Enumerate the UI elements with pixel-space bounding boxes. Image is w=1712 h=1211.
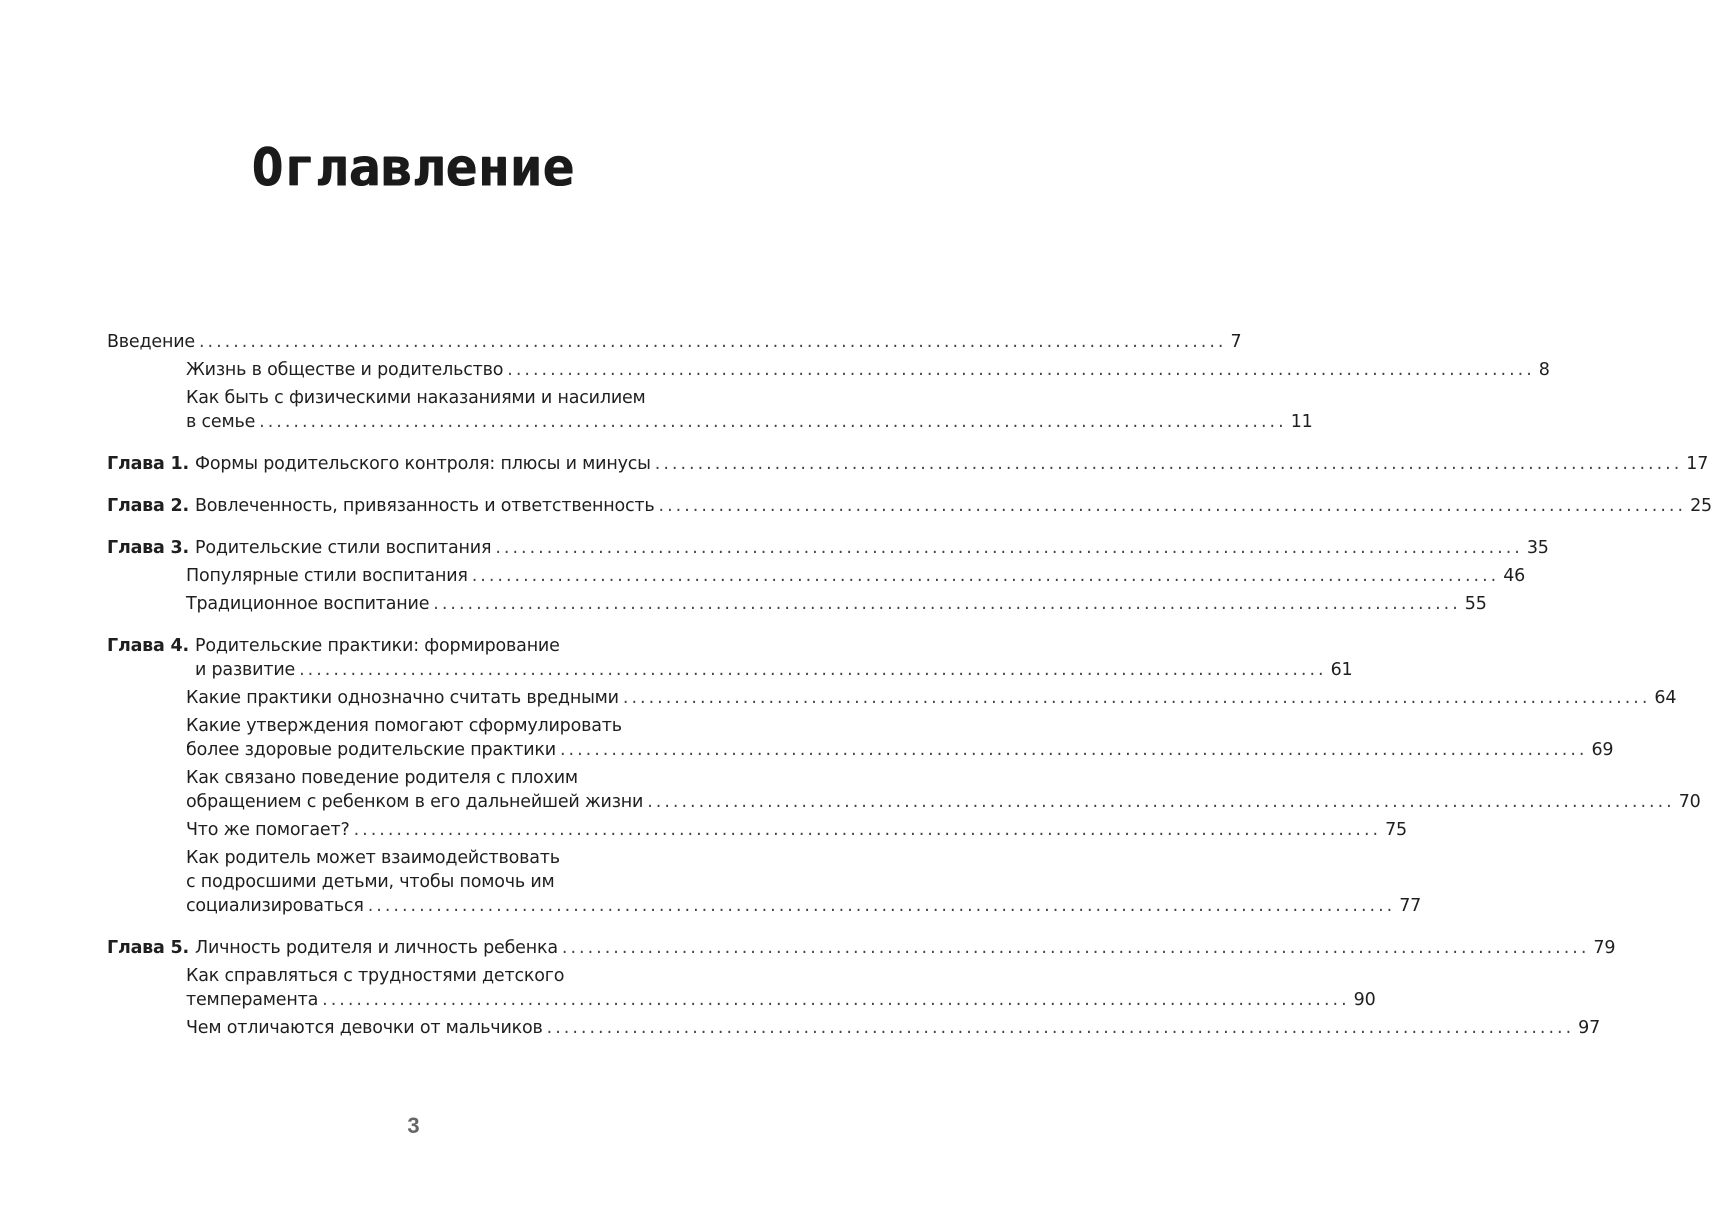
chapter-number: Глава 2. xyxy=(107,496,189,516)
toc-group-chapter-2 xyxy=(107,494,1712,518)
toc-entry-title: с подросшими детьми, чтобы помочь им xyxy=(186,872,555,892)
toc-page-number: 7 xyxy=(1230,332,1242,352)
toc-subentry[interactable]: Как родитель может взаимодействовать с подросшими детьми, чтобы помочь им социализироваться ........................................................................................................................ 77 xyxy=(186,848,1422,916)
toc-page-number: 70 xyxy=(1678,792,1701,812)
toc-entry-title: Чем отличаются девочки от мальчиков xyxy=(186,1018,543,1038)
toc-page-number: 79 xyxy=(1593,938,1616,958)
toc-entry-chapter-4[interactable]: Глава 4. Родительские практики: формирование и развитие ........................................................................................................................ 61 xyxy=(107,636,1353,680)
toc-group-intro xyxy=(107,330,1550,434)
toc-entry-chapter-1[interactable]: Глава 1. Формы родительского контроля: плюсы и минусы ........................................................................................................................ 17 xyxy=(107,454,1709,474)
table-of-contents xyxy=(107,330,1712,1058)
toc-subentry[interactable]: Традиционное воспитание ........................................................................................................................ 55 xyxy=(186,594,1487,614)
toc-entry-title: Что же помогает? xyxy=(186,820,350,840)
toc-page-number: 97 xyxy=(1578,1018,1601,1038)
toc-entry-title: Жизнь в обществе и родительство xyxy=(186,360,504,380)
page-number: 3 xyxy=(407,1113,420,1138)
toc-entry-title: Как быть с физическими наказаниями и насилием xyxy=(186,388,646,408)
toc-subentry[interactable]: Как справляться с трудностями детского темперамента ........................................................................................................................ 90 xyxy=(186,966,1376,1010)
toc-entry-title: Популярные стили воспитания xyxy=(186,566,468,586)
toc-subentry[interactable]: Как связано поведение родителя с плохим обращением с ребенком в его дальнейшей жизни ........................................................................................................................ 70 xyxy=(186,768,1701,812)
chapter-number: Глава 5. xyxy=(107,938,189,958)
toc-entry-title: Как родитель может взаимодействовать xyxy=(186,848,560,868)
toc-entry-title: Родительские практики: формирование xyxy=(194,636,560,656)
toc-page-number: 25 xyxy=(1690,496,1712,516)
toc-subentry[interactable]: Какие практики однозначно считать вредными ........................................................................................................................ 64 xyxy=(186,688,1677,708)
toc-page-number: 61 xyxy=(1330,660,1353,680)
toc-entry-title: более здоровые родительские практики xyxy=(186,740,556,760)
toc-entry-chapter-2[interactable]: Глава 2. Вовлеченность, привязанность и ответственность ........................................................................................................................ 25 xyxy=(107,496,1712,516)
toc-page-number: 55 xyxy=(1464,594,1487,614)
toc-subentry[interactable]: Жизнь в обществе и родительство ........................................................................................................................ 8 xyxy=(186,360,1550,380)
toc-entry-title: Как справляться с трудностями детского xyxy=(186,966,565,986)
toc-page-number: 35 xyxy=(1526,538,1549,558)
toc-entry-intro[interactable]: Введение ........................................................................................................................ 7 xyxy=(107,332,1242,352)
toc-entry-title: Введение xyxy=(107,332,195,352)
toc-entry-title: Какие утверждения помогают сформулировать xyxy=(186,716,622,736)
toc-entry-title: Родительские стили воспитания xyxy=(194,538,492,558)
page-title: Оглавление xyxy=(251,138,576,198)
toc-group-chapter-1 xyxy=(107,452,1709,476)
toc-entry-title: Какие практики однозначно считать вредными xyxy=(186,688,619,708)
toc-page-number: 8 xyxy=(1538,360,1550,380)
toc-entry-title: Традиционное воспитание xyxy=(186,594,430,614)
toc-subentry[interactable]: Что же помогает? ........................................................................................................................ 75 xyxy=(186,820,1407,840)
toc-group-chapter-4 xyxy=(107,634,1701,918)
toc-entry-title: Личность родителя и личность ребенка xyxy=(194,938,558,958)
toc-group-chapter-3 xyxy=(107,536,1549,616)
toc-entry-title: обращением с ребенком в его дальнейшей жизни xyxy=(186,792,644,812)
toc-entry-title: Вовлеченность, привязанность и ответственность xyxy=(194,496,655,516)
toc-subentry[interactable]: Какие утверждения помогают сформулировать более здоровые родительские практики ........................................................................................................................ 69 xyxy=(186,716,1614,760)
toc-page-number: 90 xyxy=(1353,990,1376,1010)
chapter-number: Глава 1. xyxy=(107,454,189,474)
toc-page-number: 64 xyxy=(1654,688,1677,708)
chapter-number: Глава 3. xyxy=(107,538,189,558)
toc-entry-title: и развитие xyxy=(194,660,296,680)
toc-page-number: 11 xyxy=(1290,412,1313,432)
toc-page-number: 75 xyxy=(1385,820,1407,840)
toc-entry-title: Формы родительского контроля: плюсы и минусы xyxy=(194,454,651,474)
toc-entry-title: в семье xyxy=(186,412,256,432)
toc-entry-title: социализироваться xyxy=(186,896,364,916)
toc-entry-title: темперамента xyxy=(186,990,319,1010)
toc-page-number: 77 xyxy=(1399,896,1422,916)
toc-entry-title: Как связано поведение родителя с плохим xyxy=(186,768,578,788)
toc-page-number: 17 xyxy=(1686,454,1709,474)
toc-page-number: 69 xyxy=(1591,740,1614,760)
toc-subentry[interactable]: Чем отличаются девочки от мальчиков ........................................................................................................................ 97 xyxy=(186,1018,1601,1038)
toc-entry-chapter-5[interactable]: Глава 5. Личность родителя и личность ребенка ........................................................................................................................ 79 xyxy=(107,938,1616,958)
toc-group-chapter-5 xyxy=(107,936,1616,1040)
chapter-number: Глава 4. xyxy=(107,636,189,656)
toc-page-number: 46 xyxy=(1503,566,1526,586)
toc-subentry[interactable]: Как быть с физическими наказаниями и насилием в семье ........................................................................................................................ 11 xyxy=(186,388,1313,432)
toc-entry-chapter-3[interactable]: Глава 3. Родительские стили воспитания ........................................................................................................................ 35 xyxy=(107,538,1549,558)
toc-subentry[interactable]: Популярные стили воспитания ........................................................................................................................ 46 xyxy=(186,566,1526,586)
